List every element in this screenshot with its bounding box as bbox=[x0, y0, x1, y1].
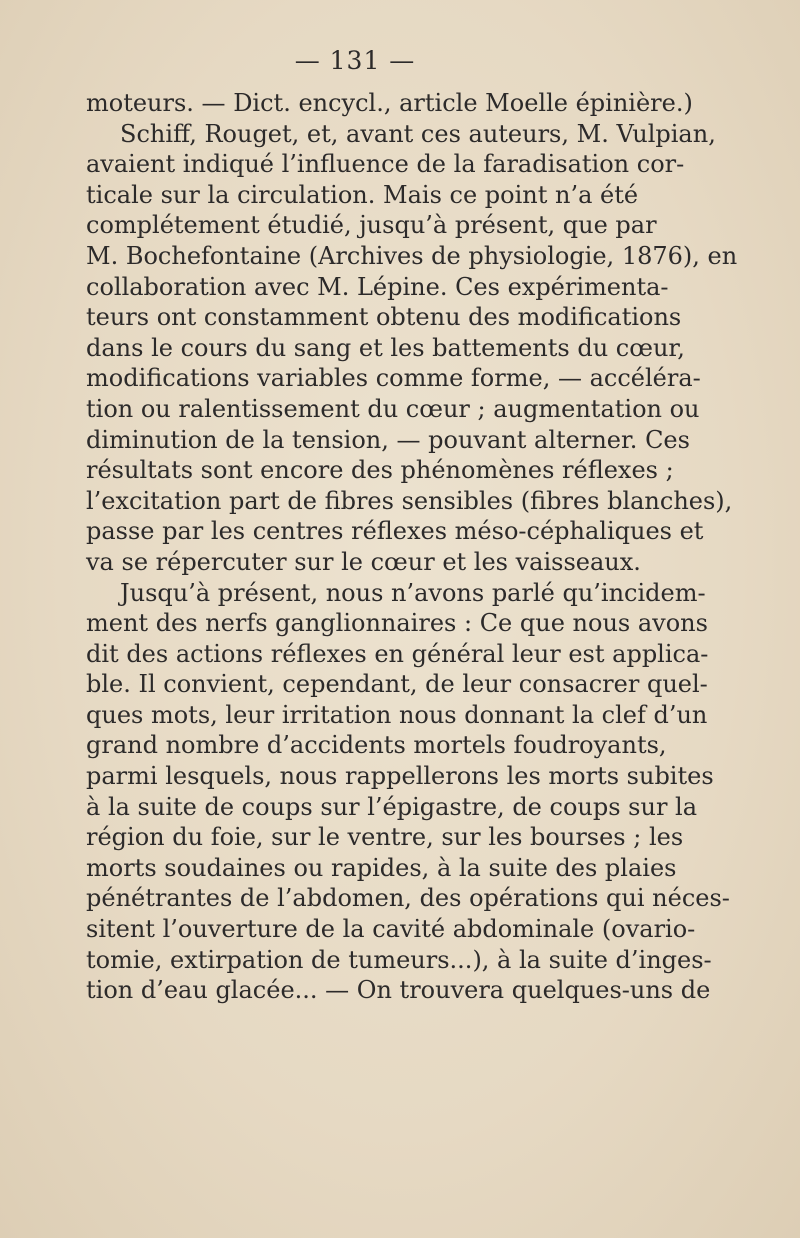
text-line: ment des nerfs ganglionnaires : Ce que nous avons bbox=[86, 609, 708, 638]
text-line: ticale sur la circulation. Mais ce point n’a été bbox=[86, 180, 639, 209]
text-line: résultats sont encore des phénomènes réflexes ; bbox=[86, 456, 674, 485]
page-number: — 131 — bbox=[294, 46, 416, 75]
text-line: sitent l’ouverture de la cavité abdominale (ovario- bbox=[86, 915, 696, 944]
text-line: l’excitation part de fibres sensibles (fibres blanches), bbox=[86, 486, 733, 515]
text-line: teurs ont constamment obtenu des modifications bbox=[86, 303, 682, 332]
text-line: pénétrantes de l’abdomen, des opérations qui néces- bbox=[86, 884, 730, 913]
text-line: diminution de la tension, — pouvant alterner. Ces bbox=[86, 425, 690, 454]
text-line: collaboration avec M. Lépine. Ces expérimenta- bbox=[86, 272, 669, 301]
text-line: tion ou ralentissement du cœur ; augmentation ou bbox=[86, 394, 700, 423]
text-line: moteurs. — Dict. encycl., article Moelle épinière.) bbox=[86, 89, 693, 117]
text-line: tomie, extirpation de tumeurs...), à la suite d’inges- bbox=[86, 945, 712, 974]
text-line: va se répercuter sur le cœur et les vaisseaux. bbox=[86, 547, 641, 576]
text-line: morts soudaines ou rapides, à la suite des plaies bbox=[86, 853, 677, 882]
text-line: avaient indiqué l’influence de la faradisation cor- bbox=[86, 150, 685, 179]
text-line: Jusqu’à présent, nous n’avons parlé qu’incidem- bbox=[120, 578, 706, 607]
body-text bbox=[86, 88, 738, 1006]
text-line: dit des actions réflexes en général leur est applica- bbox=[86, 639, 709, 668]
text-line: grand nombre d’accidents mortels foudroyants, bbox=[86, 731, 667, 760]
text-line: région du foie, sur le ventre, sur les bourses ; les bbox=[86, 823, 684, 852]
text-line: ques mots, leur irritation nous donnant la clef d’un bbox=[86, 700, 708, 729]
text-line: à la suite de coups sur l’épigastre, de coups sur la bbox=[86, 792, 698, 821]
text-line: ble. Il convient, cependant, de leur consacrer quel- bbox=[86, 670, 708, 699]
text-line: Schiff, Rouget, et, avant ces auteurs, M. Vulpian, bbox=[120, 119, 716, 148]
text-line: dans le cours du sang et les battements du cœur, bbox=[86, 333, 685, 362]
text-line: tion d’eau glacée... — On trouvera quelques-uns de bbox=[86, 976, 711, 1005]
text-line: passe par les centres réflexes méso-céphaliques et bbox=[86, 517, 704, 546]
text-line: M. Bochefontaine (Archives de physiologie, 1876), en bbox=[86, 241, 738, 270]
text-line: modifications variables comme forme, — accéléra- bbox=[86, 364, 701, 393]
text-line: complétement étudié, jusqu’à présent, que par bbox=[86, 211, 657, 240]
text-line: parmi lesquels, nous rappellerons les morts subites bbox=[86, 762, 714, 791]
